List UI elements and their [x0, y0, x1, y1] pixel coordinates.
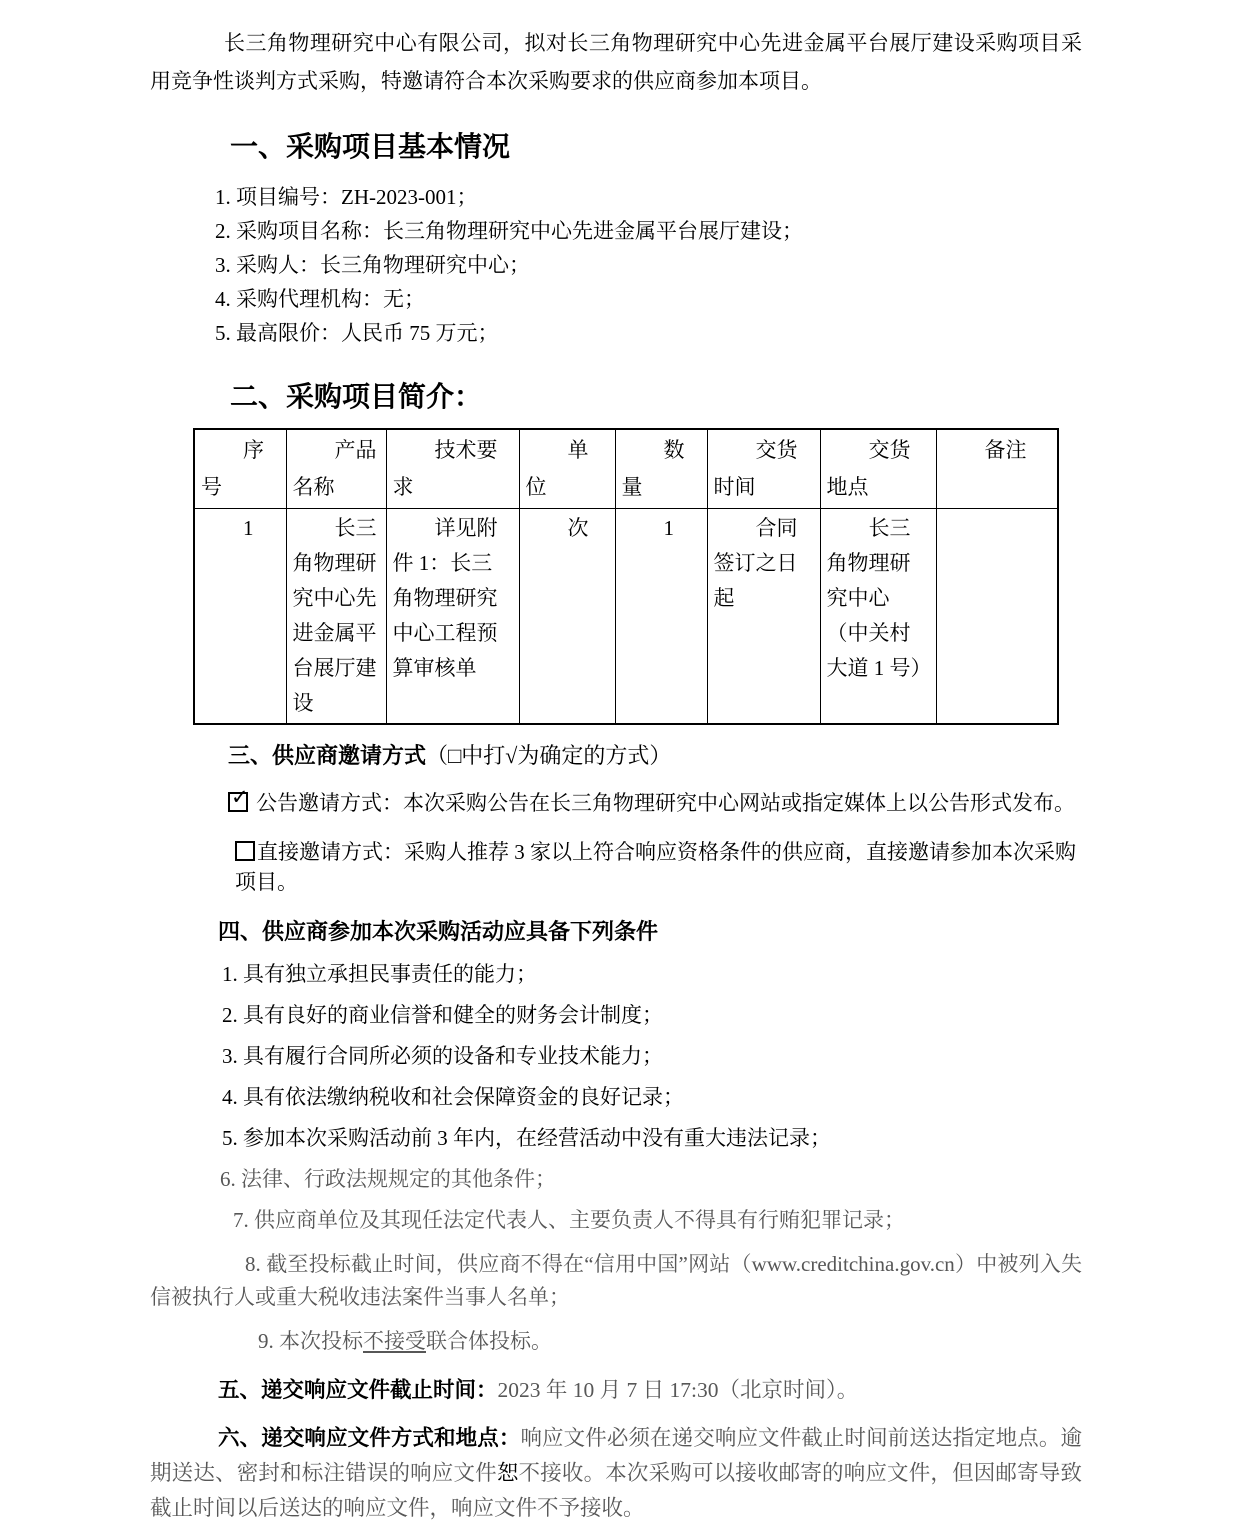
- procurement-info-list: [150, 180, 1082, 350]
- table-header-cell: 备注: [936, 429, 1058, 509]
- table-cell-unit: 次: [519, 509, 615, 725]
- table-header-cell: 单位: [519, 429, 615, 509]
- table-header-cell: 产品名称: [286, 429, 386, 509]
- table-header-cell: 序号: [194, 429, 286, 509]
- list-item: 1. 项目编号：ZH-2023-001；: [215, 185, 478, 209]
- supplier-condition-item: 7. 供应商单位及其现任法定代表人、主要负责人不得具有行贿犯罪记录；: [233, 1208, 905, 1232]
- section-heading-4: 四、供应商参加本次采购活动应具备下列条件: [218, 919, 659, 944]
- section-heading-2: 二、采购项目简介：: [230, 382, 483, 413]
- table-header-cell: 数量: [615, 429, 707, 509]
- section-heading-6: 六、递交响应文件方式和地点：: [218, 1426, 521, 1450]
- product-table: [193, 428, 1059, 725]
- submission-paragraph: [150, 1421, 1082, 1526]
- supplier-condition-item: 6. 法律、行政法规规定的其他条件；: [220, 1167, 556, 1191]
- section-heading-3-note: （□中打√为确定的方式）: [426, 743, 672, 768]
- deadline-label: 五、递交响应文件截止时间：: [218, 1378, 498, 1402]
- invitation-option-announcement: [228, 785, 1082, 818]
- table-cell-remark: [936, 509, 1058, 725]
- table-cell-quantity: 1: [615, 509, 707, 725]
- checkbox-checked-icon[interactable]: ✓: [228, 792, 248, 812]
- supplier-condition-item: 3. 具有履行合同所必须的设备和专业技术能力；: [222, 1044, 663, 1068]
- list-item: 2. 采购项目名称：长三角物理研究中心先进金属平台展厅建设；: [215, 219, 803, 243]
- table-header-cell: 交货时间: [707, 429, 820, 509]
- supplier-condition-item: [150, 1328, 1082, 1355]
- checkbox-unchecked-icon[interactable]: [235, 841, 255, 861]
- table-header-cell: 技术要求: [386, 429, 519, 509]
- supplier-conditions-list: [150, 961, 1082, 1355]
- section-heading-5: [218, 1375, 1082, 1405]
- condition-9-underlined: 不接受: [363, 1329, 426, 1353]
- supplier-condition-item: 4. 具有依法缴纳税收和社会保障资金的良好记录；: [222, 1085, 684, 1109]
- submission-text-before: 响应文件必须在递交响应文件截止时间前送达指定地点。逾期送达、密封和标注错误的响应文件: [150, 1426, 1082, 1485]
- submission-text-after: 不接收。本次采购可以接收邮寄的响应文件，但因邮寄导致截止时间以后送达的响应文件，响应文件不予接收。: [150, 1461, 1082, 1520]
- intro-paragraph: 长三角物理研究中心有限公司，拟对长三角物理研究中心先进金属平台展厅建设采购项目采用竞争性谈判方式采购，特邀请符合本次采购要求的供应商参加本项目。: [150, 31, 1082, 93]
- table-cell-tech-requirement: 详见附件 1：长三角物理研究中心工程预算审核单: [386, 509, 519, 725]
- table-header-row: [194, 429, 1058, 509]
- supplier-condition-item: 5. 参加本次采购活动前 3 年内，在经营活动中没有重大违法记录；: [222, 1126, 831, 1150]
- table-cell-seq: 1: [194, 509, 286, 725]
- list-item: 5. 最高限价：人民币 75 万元；: [215, 321, 499, 345]
- table-cell-product-name: 长三角物理研究中心先进金属平台展厅建设: [286, 509, 386, 725]
- table-row: [194, 509, 1058, 725]
- condition-9-prefix: 9. 本次投标: [258, 1329, 363, 1353]
- invitation-option-announcement-label: 公告邀请方式：本次采购公告在长三角物理研究中心网站或指定媒体上以公告形式发布。: [256, 791, 1075, 815]
- supplier-condition-item: 8. 截至投标截止时间，供应商不得在“信用中国”网站（www.creditchina.gov.cn）中被列入失信被执行人或重大税收违法案件当事人名单；: [150, 1252, 1082, 1309]
- deadline-value: 2023 年 10 月 7 日 17:30（北京时间）。: [497, 1378, 859, 1402]
- supplier-condition-item: 1. 具有独立承担民事责任的能力；: [222, 962, 537, 986]
- section-heading-3-title: 三、供应商邀请方式: [228, 743, 427, 768]
- supplier-condition-item: 2. 具有良好的商业信誉和健全的财务会计制度；: [222, 1003, 663, 1027]
- condition-9-suffix: 联合体投标。: [426, 1329, 552, 1353]
- table-header-cell: 交货地点: [820, 429, 936, 509]
- table-cell-delivery-time: 合同签订之日起: [707, 509, 820, 725]
- submission-inserted-char: 恕: [496, 1461, 519, 1485]
- invitation-option-direct: [235, 837, 1082, 897]
- list-item: 4. 采购代理机构：无；: [215, 287, 425, 311]
- table-cell-delivery-place: 长三角物理研究中心（中关村大道 1 号）: [820, 509, 936, 725]
- section-heading-1: 一、采购项目基本情况: [230, 132, 511, 163]
- section-heading-3: [228, 741, 1082, 771]
- list-item: 3. 采购人：长三角物理研究中心；: [215, 253, 530, 277]
- invitation-option-direct-label: 直接邀请方式：采购人推荐 3 家以上符合响应资格条件的供应商，直接邀请参加本次采购项目。: [235, 840, 1076, 894]
